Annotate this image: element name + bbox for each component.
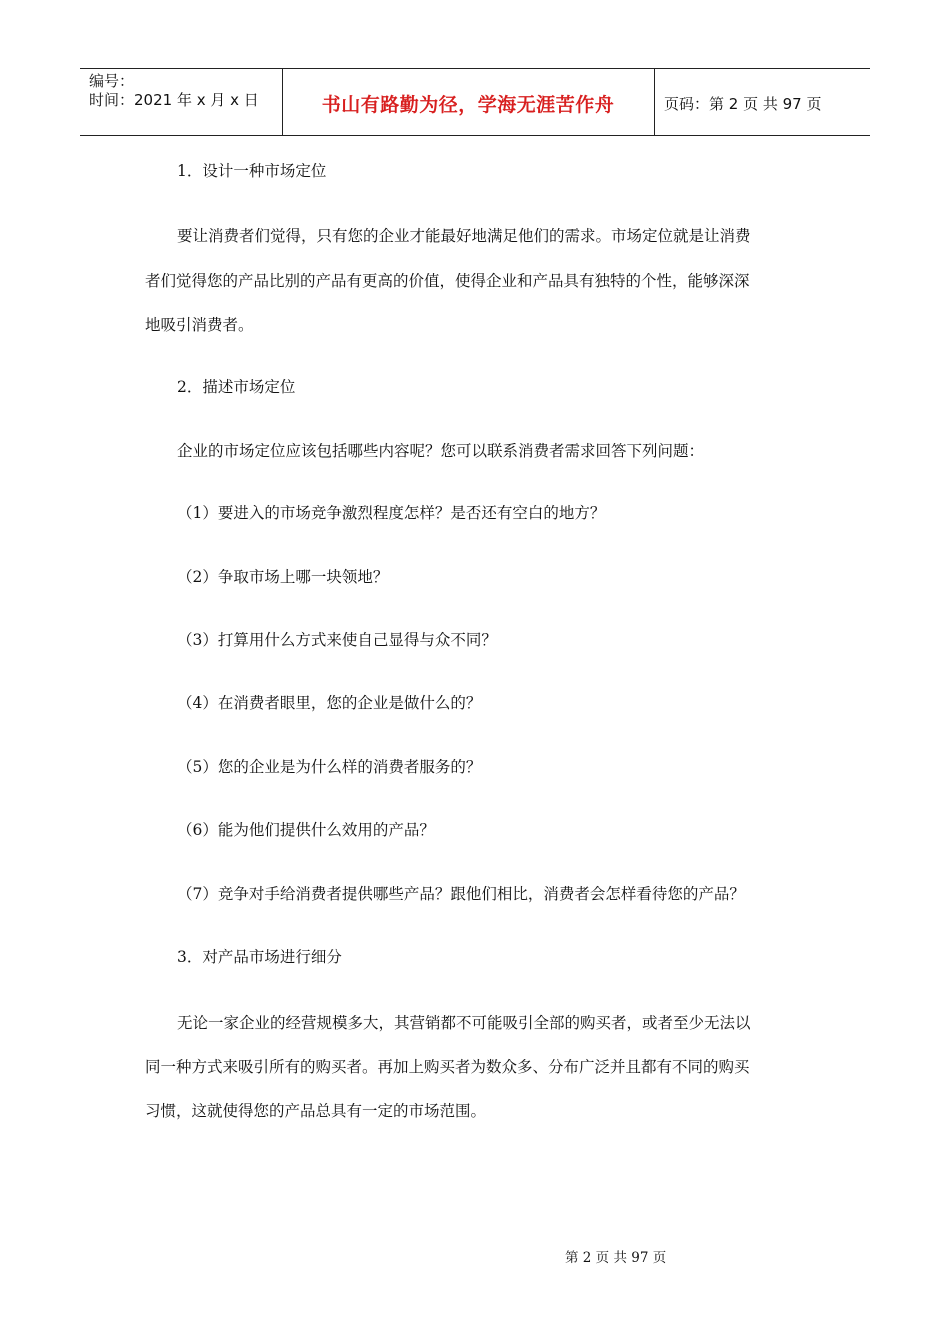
list-item: （7）竞争对手给消费者提供哪些产品？跟他们相比，消费者会怎样看待您的产品？	[177, 885, 745, 903]
list-item: （1）要进入的市场竞争激烈程度怎样？是否还有空白的地方？	[177, 504, 606, 522]
paragraph-line: 同一种方式来吸引所有的购买者。再加上购买者为数众多、分布广泛并且都有不同的购买	[145, 1058, 750, 1076]
paragraph-line: 地吸引消费者。	[145, 316, 254, 334]
list-item: （6）能为他们提供什么效用的产品？	[177, 821, 435, 839]
paragraph-line: 要让消费者们觉得，只有您的企业才能最好地满足他们的需求。市场定位就是让消费	[177, 227, 751, 245]
header-page-cell	[654, 69, 870, 135]
footer-page-number: 第 2 页 共 97 页	[565, 1250, 667, 1266]
list-item: （3）打算用什么方式来使自己显得与众不同？	[177, 631, 497, 649]
section-heading-3: 3．对产品市场进行细分	[177, 948, 342, 966]
document-date-label: 时间：2021 年 x 月 x 日	[89, 91, 259, 109]
paragraph-line: 者们觉得您的产品比别的产品有更高的价值，使得企业和产品具有独特的个性，能够深深	[145, 272, 750, 290]
document-number-label: 编号：	[89, 72, 135, 90]
header-meta-cell	[80, 69, 283, 135]
document-header	[80, 68, 870, 136]
list-item: （5）您的企业是为什么样的消费者服务的？	[177, 758, 482, 776]
section-heading-1: 1．设计一种市场定位	[177, 162, 327, 180]
list-item: （4）在消费者眼里，您的企业是做什么的？	[177, 694, 482, 712]
paragraph-line: 习惯，这就使得您的产品总具有一定的市场范围。	[145, 1102, 487, 1120]
paragraph-line: 无论一家企业的经营规模多大，其营销都不可能吸引全部的购买者，或者至少无法以	[177, 1014, 751, 1032]
header-page-code: 页码：第 2 页 共 97 页	[664, 95, 822, 113]
header-motto: 书山有路勤为径，学海无涯苦作舟	[321, 94, 615, 116]
paragraph-line: 企业的市场定位应该包括哪些内容呢？您可以联系消费者需求回答下列问题：	[177, 442, 705, 460]
section-heading-2: 2．描述市场定位	[177, 378, 296, 396]
list-item: （2）争取市场上哪一块领地？	[177, 568, 389, 586]
header-motto-cell	[282, 69, 655, 135]
